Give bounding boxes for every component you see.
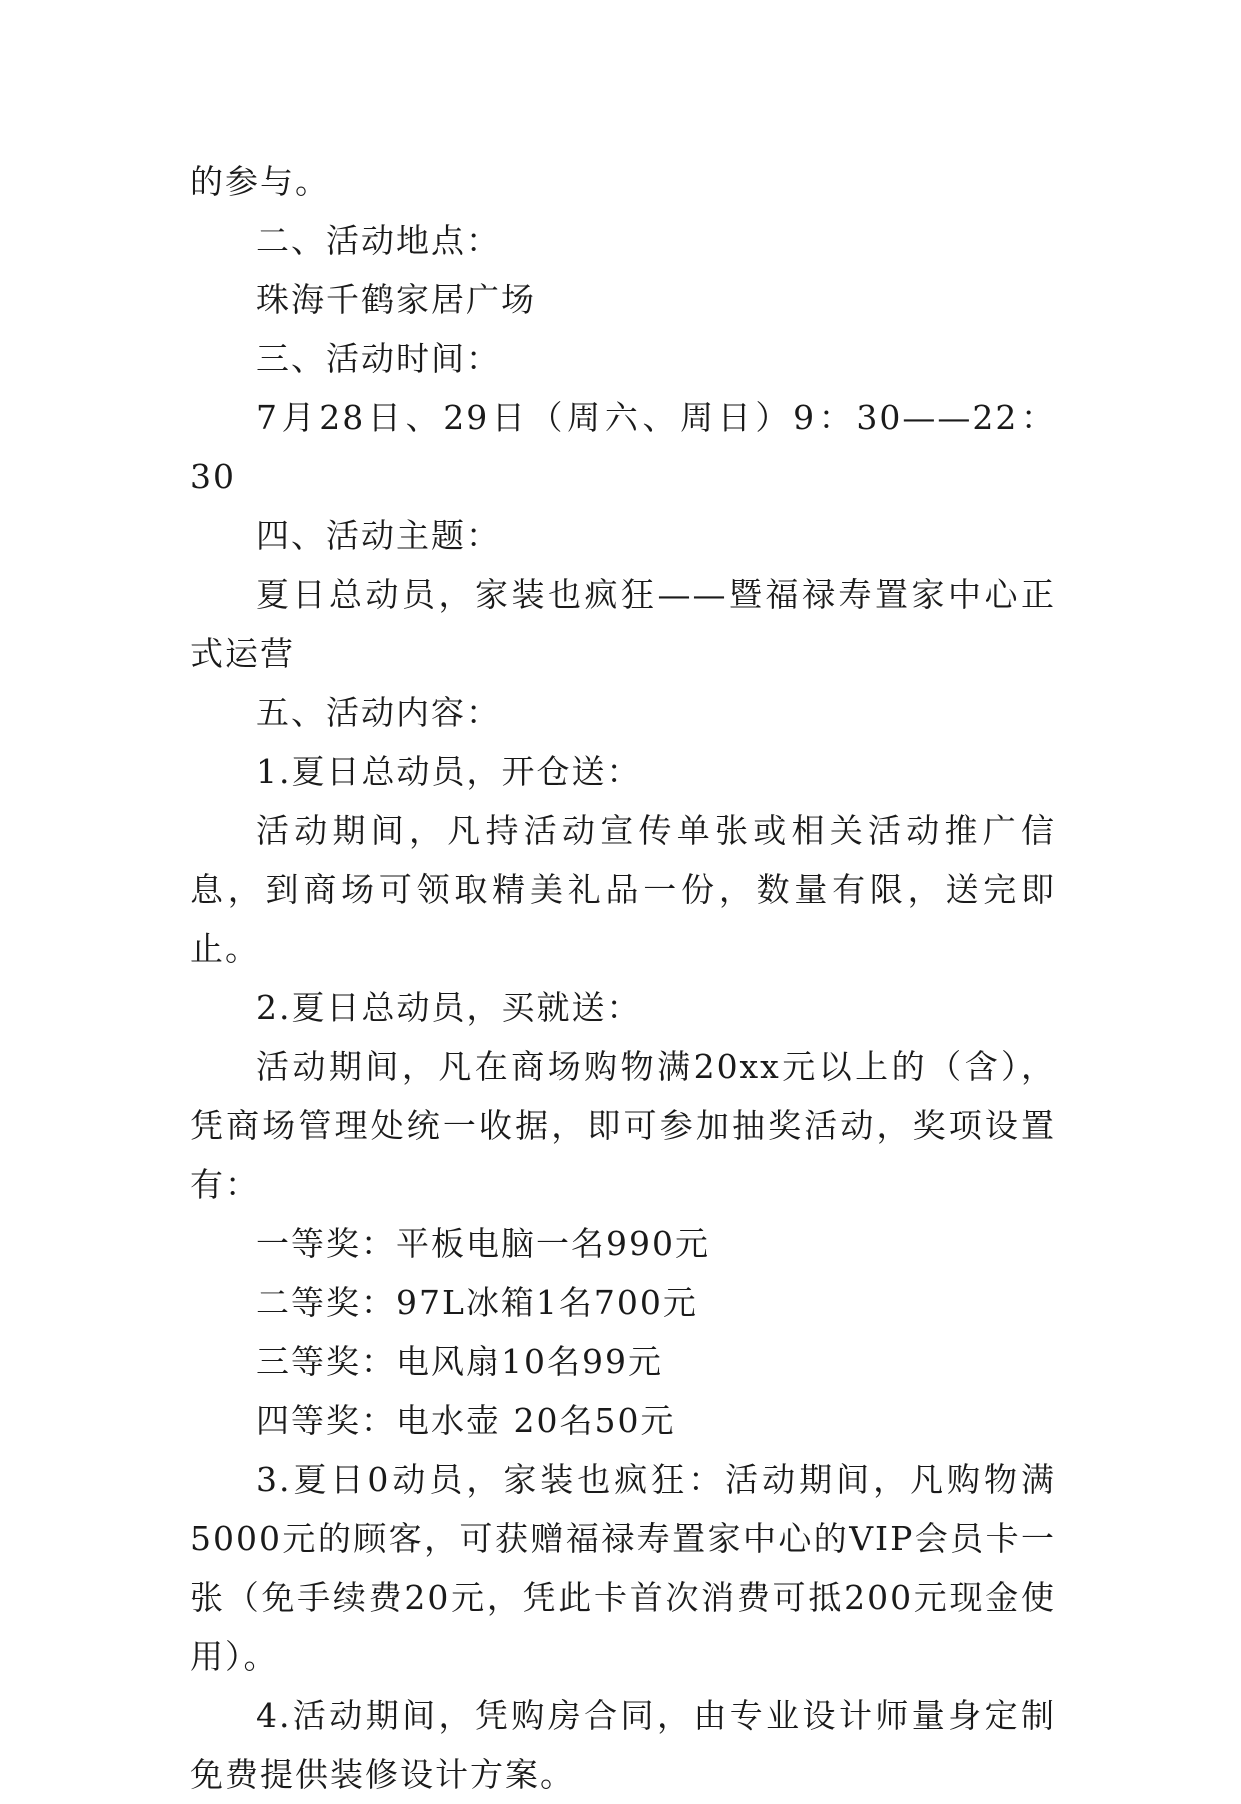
prize-fourth: 四等奖：电水壶 20名50元 <box>256 1401 676 1440</box>
content-item-2-title: 2.夏日总动员，买就送： <box>256 988 642 1027</box>
heading-activity-location: 二、活动地点： <box>256 221 501 260</box>
activity-theme: 夏日总动员，家装也疯狂——暨福禄寿置家中心正式运营 <box>190 575 1056 673</box>
content-item-4: 4.活动期间，凭购房合同，由专业设计师量身定制免费提供装修设计方案。 <box>190 1696 1056 1794</box>
content-item-1-title: 1.夏日总动员，开仓送： <box>256 752 642 791</box>
content-item-3: 3.夏日0动员，家装也疯狂：活动期间，凡购物满5000元的顾客，可获赠福禄寿置家中心的VIP会员卡一张（免手续费20元，凭此卡首次消费可抵200元现金使用）。 <box>190 1460 1056 1676</box>
heading-activity-content: 五、活动内容： <box>256 693 501 732</box>
paragraph-continuation: 的参与。 <box>190 162 330 201</box>
prize-first: 一等奖：平板电脑一名990元 <box>256 1224 710 1263</box>
content-item-2-body: 活动期间，凡在商场购物满20xx元以上的（含），凭商场管理处统一收据，即可参加抽奖活动，奖项设置有： <box>190 1047 1056 1204</box>
activity-location: 珠海千鹤家居广场 <box>256 280 536 319</box>
content-item-1-body: 活动期间，凡持活动宣传单张或相关活动推广信息，到商场可领取精美礼品一份，数量有限，送完即止。 <box>190 811 1056 968</box>
prize-second: 二等奖：97L冰箱1名700元 <box>256 1283 698 1322</box>
heading-activity-time: 三、活动时间： <box>256 339 501 378</box>
prize-third: 三等奖：电风扇10名99元 <box>256 1342 663 1381</box>
heading-activity-theme: 四、活动主题： <box>256 516 501 555</box>
activity-time: 7月28日、29日（周六、周日）9：30——22：30 <box>190 398 1056 496</box>
document-body <box>190 152 1056 1804</box>
